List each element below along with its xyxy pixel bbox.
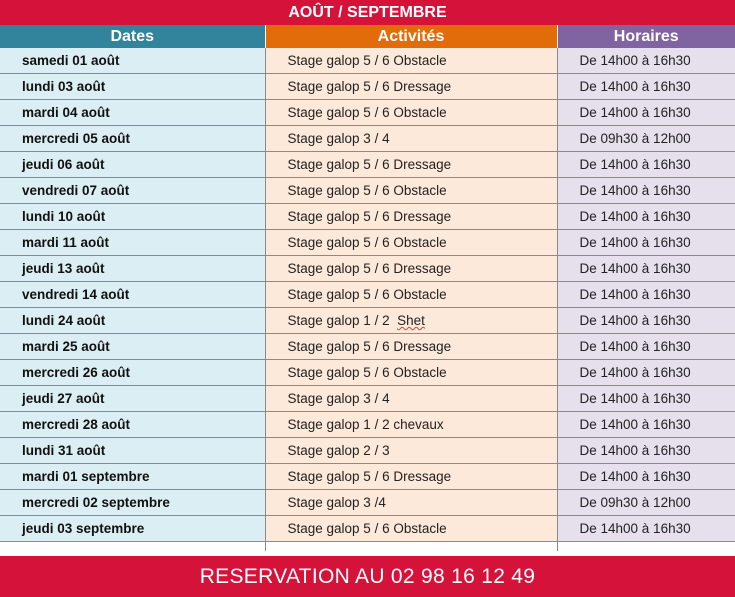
activity-text: Stage galop 2 / 3 [287,443,390,458]
table-row [0,360,735,386]
table-row [0,438,735,464]
date-cell: lundi 10 août [0,204,265,230]
schedule-table [0,25,735,551]
activity-cell [265,178,557,204]
activity-text: Stage galop 5 / 6 Dressage [287,339,452,354]
date-cell: mardi 25 août [0,334,265,360]
page-title: AOÛT / SEPTEMBRE [0,0,735,25]
activity-text: Stage galop 5 / 6 Obstacle [287,287,447,302]
activity-cell [265,100,557,126]
empty-cell [265,542,557,552]
header-row [0,25,735,48]
activity-cell [265,308,557,334]
date-cell: mercredi 28 août [0,412,265,438]
activity-cell [265,334,557,360]
activity-cell [265,126,557,152]
date-cell: vendredi 14 août [0,282,265,308]
time-cell: De 09h30 à 12h00 [557,490,735,516]
table-row [0,230,735,256]
activity-cell [265,516,557,542]
activity-text: Stage galop 5 / 6 Obstacle [287,183,447,198]
time-cell: De 14h00 à 16h30 [557,100,735,126]
date-cell: mercredi 05 août [0,126,265,152]
date-cell: jeudi 06 août [0,152,265,178]
time-cell: De 14h00 à 16h30 [557,204,735,230]
activity-text: Stage galop 5 / 6 Dressage [287,469,452,484]
activity-text: Stage galop 5 / 6 Dressage [287,261,452,276]
table-row [0,178,735,204]
time-cell: De 14h00 à 16h30 [557,230,735,256]
date-cell: lundi 24 août [0,308,265,334]
activity-text: Stage galop 5 / 6 Obstacle [287,235,447,250]
activity-cell [265,256,557,282]
reservation-banner: RESERVATION AU 02 98 16 12 49 [0,556,735,597]
activity-text: Stage galop 3 / 4 [287,391,390,406]
activity-cell [265,412,557,438]
time-cell: De 14h00 à 16h30 [557,282,735,308]
table-row [0,74,735,100]
date-cell: mercredi 02 septembre [0,490,265,516]
activity-text: Stage galop 5 / 6 Obstacle [287,365,447,380]
header-horaires: Horaires [557,25,735,48]
activity-cell [265,230,557,256]
schedule-rows [0,48,735,551]
table-row [0,412,735,438]
activity-text: Stage galop 1 / 2 chevaux [287,417,444,432]
activity-cell [265,152,557,178]
time-cell: De 14h00 à 16h30 [557,464,735,490]
date-cell: lundi 31 août [0,438,265,464]
activity-cell [265,74,557,100]
time-cell: De 14h00 à 16h30 [557,74,735,100]
time-cell: De 14h00 à 16h30 [557,386,735,412]
activity-cell [265,360,557,386]
activity-cell [265,464,557,490]
activity-cell [265,386,557,412]
date-cell: mercredi 26 août [0,360,265,386]
time-cell: De 14h00 à 16h30 [557,152,735,178]
time-cell: De 14h00 à 16h30 [557,178,735,204]
activity-text: Stage galop 5 / 6 Dressage [287,157,452,172]
activity-text: Stage galop 3 / 4 [287,131,390,146]
activity-text: Stage galop 1 / 2 [287,313,398,328]
activity-text: Stage galop 5 / 6 Obstacle [287,521,447,536]
date-cell: samedi 01 août [0,48,265,74]
empty-cell [0,542,265,552]
table-row [0,126,735,152]
date-cell: jeudi 03 septembre [0,516,265,542]
activity-extra-text: Shet [397,313,425,328]
time-cell: De 14h00 à 16h30 [557,360,735,386]
activity-cell [265,48,557,74]
time-cell: De 09h30 à 12h00 [557,126,735,152]
table-row [0,100,735,126]
header-activites: Activités [265,25,557,48]
header-dates: Dates [0,25,265,48]
activity-cell [265,204,557,230]
table-row [0,48,735,74]
activity-text: Stage galop 5 / 6 Dressage [287,79,452,94]
activity-text: Stage galop 3 /4 [287,495,386,510]
activity-cell [265,490,557,516]
activity-cell [265,282,557,308]
table-row [0,490,735,516]
table-row [0,464,735,490]
table-row [0,308,735,334]
date-cell: jeudi 27 août [0,386,265,412]
activity-text: Stage galop 5 / 6 Obstacle [287,53,447,68]
time-cell: De 14h00 à 16h30 [557,334,735,360]
activity-text: Stage galop 5 / 6 Dressage [287,209,452,224]
time-cell: De 14h00 à 16h30 [557,256,735,282]
table-row [0,204,735,230]
activity-text: Stage galop 5 / 6 Obstacle [287,105,447,120]
date-cell: jeudi 13 août [0,256,265,282]
date-cell: lundi 03 août [0,74,265,100]
time-cell: De 14h00 à 16h30 [557,412,735,438]
table-row [0,516,735,542]
table-row [0,386,735,412]
date-cell: vendredi 07 août [0,178,265,204]
date-cell: mardi 04 août [0,100,265,126]
time-cell: De 14h00 à 16h30 [557,438,735,464]
time-cell: De 14h00 à 16h30 [557,308,735,334]
table-row [0,152,735,178]
table-spacer-row [0,542,735,552]
activity-cell [265,438,557,464]
table-row [0,334,735,360]
date-cell: mardi 01 septembre [0,464,265,490]
date-cell: mardi 11 août [0,230,265,256]
table-row [0,282,735,308]
time-cell: De 14h00 à 16h30 [557,48,735,74]
time-cell: De 14h00 à 16h30 [557,516,735,542]
table-row [0,256,735,282]
empty-cell [557,542,735,552]
